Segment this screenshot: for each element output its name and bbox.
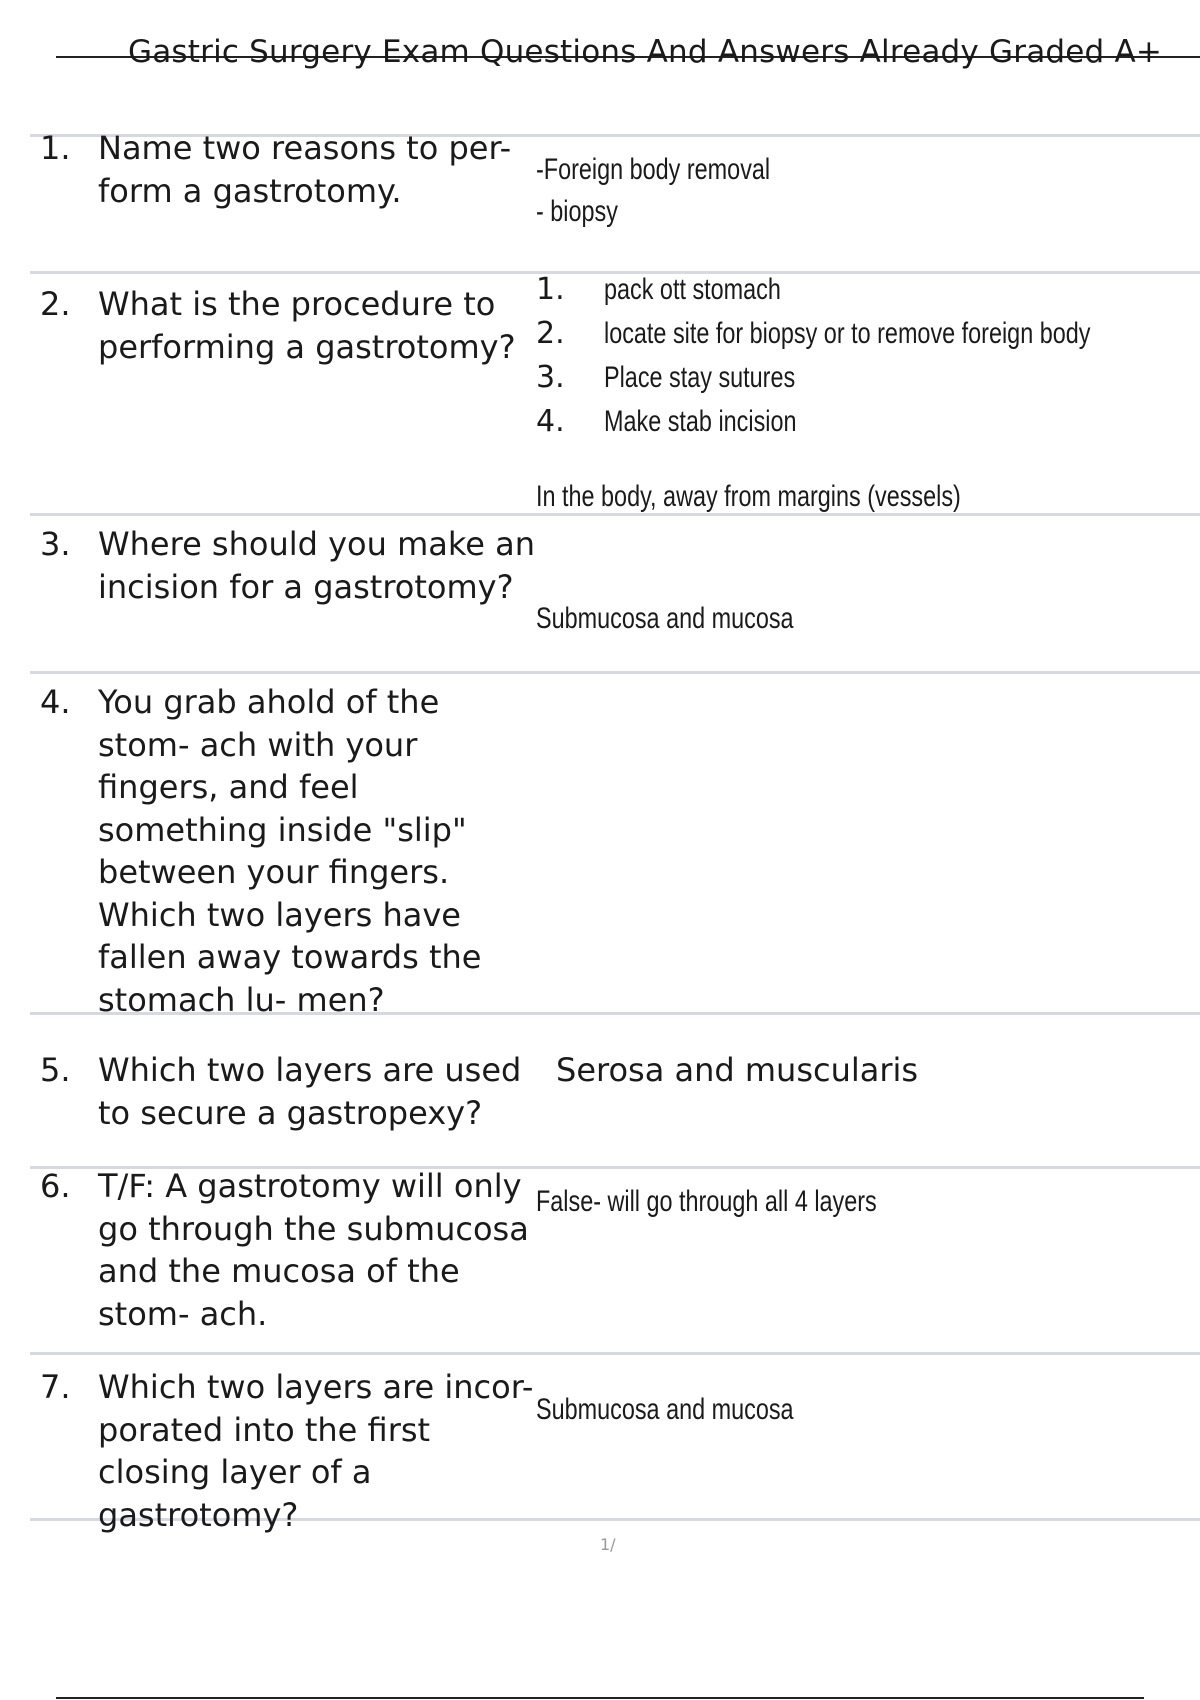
answer-text: Submucosa and mucosa	[536, 602, 794, 635]
question-number: 3.	[40, 525, 71, 563]
question-text: Which two layers are incor- porated into the first closing layer of a gastrotomy?	[98, 1368, 534, 1534]
answer-text: In the body, away from margins (vessels)	[536, 480, 961, 513]
answer-line: -Foreign body removal	[536, 153, 771, 186]
question-number: 7.	[40, 1368, 71, 1406]
step-number: 3.	[536, 360, 565, 395]
question-text: T/F: A gastrotomy will only go through the submucosa and the mucosa of the stom- ach.	[98, 1167, 529, 1333]
page-number: 1/	[600, 1535, 616, 1554]
step-number: 1.	[536, 272, 565, 307]
question-text: Where should you make an incision for a gastrotomy?	[98, 525, 535, 606]
question-text: You grab ahold of the stom- ach with your fingers, and feel something inside "slip" between your fingers. Which two layers have fallen away towards the stomach lu- men?	[98, 683, 482, 1019]
step-number: 4.	[536, 404, 565, 439]
answer-text: Serosa and muscularis	[556, 1051, 919, 1089]
step-text: Make stab incision	[604, 405, 797, 438]
step-text: pack ott stomach	[604, 273, 781, 306]
question-number: 5.	[40, 1051, 71, 1089]
row-divider	[30, 1352, 1200, 1355]
answer-text: False- will go through all 4 layers	[536, 1185, 877, 1218]
question-number: 6.	[40, 1167, 71, 1205]
question-text: Name two reasons to per- form a gastrotomy.	[98, 129, 512, 210]
step-text: locate site for biopsy or to remove foreign body	[604, 317, 1091, 350]
question-number: 4.	[40, 683, 71, 721]
step-text: Place stay sutures	[604, 361, 796, 394]
row-divider	[30, 671, 1200, 674]
question-number: 1.	[40, 129, 71, 167]
question-text: What is the procedure to performing a gastrotomy?	[98, 285, 516, 366]
question-number: 2.	[40, 285, 71, 323]
answer-line: - biopsy	[536, 195, 618, 228]
question-text: Which two layers are used to secure a gastropexy?	[98, 1051, 522, 1132]
step-number: 2.	[536, 316, 565, 351]
footer-rule	[56, 1697, 1144, 1699]
document-title: Gastric Surgery Exam Questions And Answers Already Graded A+	[128, 34, 1163, 70]
answer-text: Submucosa and mucosa	[536, 1393, 794, 1426]
